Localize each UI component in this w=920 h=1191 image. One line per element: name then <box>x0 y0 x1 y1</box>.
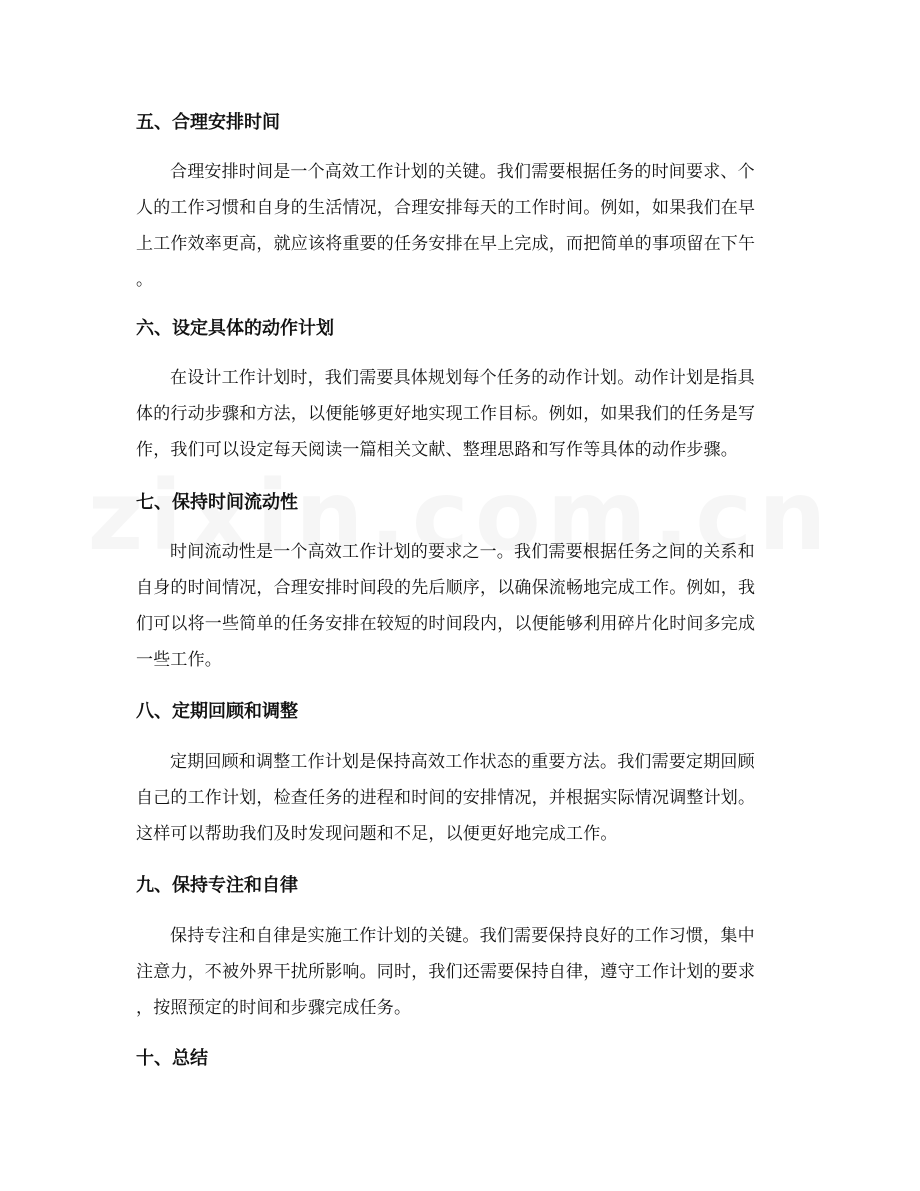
section-8-line-1: 定期回顾和调整工作计划是保持高效工作状态的重要方法。我们需要定期回顾 <box>170 752 755 772</box>
section-5-line-4: 。 <box>136 270 154 290</box>
section-heading-7: 七、保持时间流动性 <box>136 492 298 513</box>
section-7-line-3: 们可以将一些简单的任务安排在较短的时间段内，以便能够利用碎片化时间多完成 <box>136 614 756 634</box>
section-heading-9: 九、保持专注和自律 <box>136 875 298 896</box>
section-8-line-2: 自己的工作计划，检查任务的进程和时间的安排情况，并根据实际情况调整计划。 <box>136 788 756 808</box>
section-heading-8: 八、定期回顾和调整 <box>136 701 298 722</box>
section-heading-5: 五、合理安排时间 <box>136 112 280 133</box>
section-9-line-1: 保持专注和自律是实施工作计划的关键。我们需要保持良好的工作习惯，集中 <box>170 926 755 946</box>
section-heading-6: 六、设定具体的动作计划 <box>136 318 334 339</box>
section-5-line-1: 合理安排时间是一个高效工作计划的关键。我们需要根据任务的时间要求、个 <box>170 162 755 182</box>
section-6-line-1: 在设计工作计划时，我们需要具体规划每个任务的动作计划。动作计划是指具 <box>170 368 755 388</box>
section-8-line-3: 这样可以帮助我们及时发现问题和不足，以便更好地完成工作。 <box>136 824 618 844</box>
section-6-line-2: 体的行动步骤和方法，以便能够更好地实现工作目标。例如，如果我们的任务是写 <box>136 404 756 424</box>
section-5-line-3: 上工作效率更高，就应该将重要的任务安排在早上完成，而把简单的事项留在下午 <box>136 234 756 254</box>
section-7-line-1: 时间流动性是一个高效工作计划的要求之一。我们需要根据任务之间的关系和 <box>170 542 755 562</box>
section-7-line-4: 一些工作。 <box>136 650 222 670</box>
section-6-line-3: 作，我们可以设定每天阅读一篇相关文献、整理思路和写作等具体的动作步骤。 <box>136 440 738 460</box>
section-heading-10: 十、总结 <box>136 1048 208 1069</box>
section-9-line-3: ，按照预定的时间和步骤完成任务。 <box>136 998 412 1018</box>
section-9-line-2: 注意力，不被外界干扰所影响。同时，我们还需要保持自律，遵守工作计划的要求 <box>136 962 756 982</box>
section-7-line-2: 自身的时间情况，合理安排时间段的先后顺序，以确保流畅地完成工作。例如，我 <box>136 578 756 598</box>
section-5-line-2: 人的工作习惯和自身的生活情况，合理安排每天的工作时间。例如，如果我们在早 <box>136 198 756 218</box>
